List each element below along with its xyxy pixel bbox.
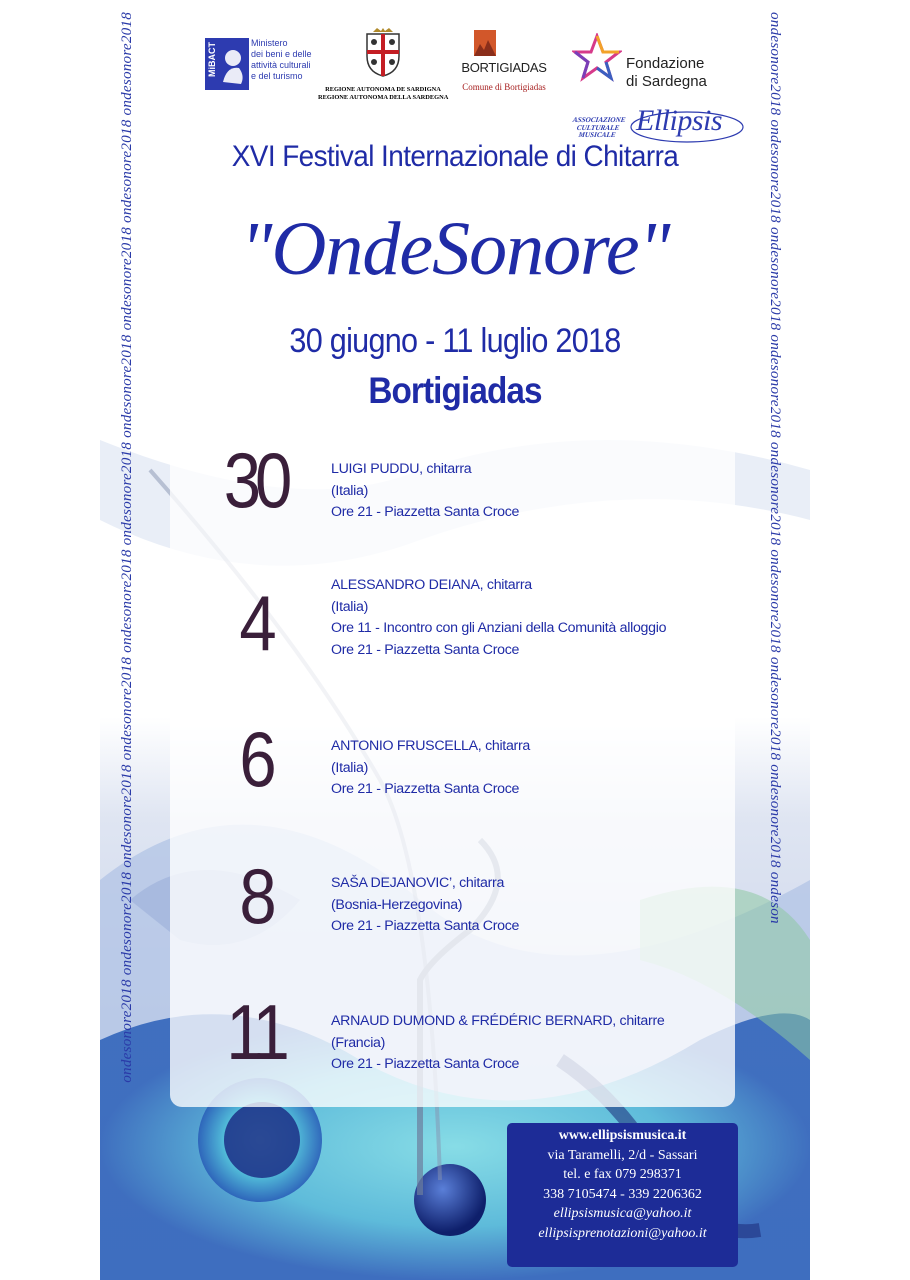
event-details — [331, 575, 711, 661]
festival-name: "OndeSonore" — [240, 207, 670, 291]
festival-title: XVI Festival Internazionale di Chitarra — [231, 140, 679, 173]
mibact-line: e del turismo — [251, 71, 303, 81]
event-day: 11 — [226, 988, 284, 1076]
event-line: Ore 21 - Piazzetta Santa Croce — [331, 1056, 520, 1073]
event-details — [331, 459, 711, 524]
website-link[interactable]: www.ellipsismusica.it — [558, 1128, 687, 1143]
ellipsis-pre-line: CULTURALE — [576, 123, 620, 132]
event-line: (Italia) — [331, 759, 369, 776]
address-text: via Taramelli, 2/d - Sassari — [547, 1147, 698, 1163]
festival-place: Bortigiadas — [368, 370, 542, 411]
ellipsis-pre-line: ASSOCIAZIONE — [572, 116, 627, 124]
contact-box — [507, 1123, 738, 1267]
mobile-numbers-text: 338 7105474 - 339 2206362 — [543, 1186, 702, 1202]
mibact-line: dei beni e delle — [251, 49, 312, 59]
event-line: LUIGI PUDDU, chitarra — [331, 461, 472, 477]
side-text-left-content: ondesonore2018 ondesonore2018 ondesonore2018 ondesonore2018 ondesonore2018 ondesonore2018 ondesonore2018 ondesonore2018 ondesonore2018 ondesonore2018 — [118, 12, 135, 1083]
event-day: 8 — [239, 852, 271, 940]
event-line: Ore 11 - Incontro con gli Anziani della Comunità alloggio — [331, 620, 667, 637]
ellipsis-pre-line: MUSICALE — [577, 131, 617, 139]
event-day: 30 — [223, 436, 287, 524]
side-text-right-content: ondesonore2018 ondesonore2018 ondesonore2018 ondesonore2018 ondesonore2018 ondesonore2018 ondesonore2018 ondesonore2018 ondeson — [767, 12, 784, 924]
regione-line: REGIONE AUTONOMA DE SARDIGNA — [325, 86, 441, 93]
event-line: ALESSANDRO DEIANA, chitarra — [331, 577, 532, 593]
event-line: Ore 21 - Piazzetta Santa Croce — [331, 641, 520, 658]
event-details — [331, 736, 711, 801]
event-line: (Bosnia-Herzegovina) — [331, 896, 463, 913]
bortigiadas-subtitle: Comune di Bortigiadas — [462, 82, 546, 92]
event-line: (Francia) — [331, 1034, 386, 1051]
ellipsis-logo-name: Ellipsis — [636, 104, 723, 137]
email-link[interactable]: ellipsismusica@yahoo.it — [553, 1206, 692, 1221]
event-details — [331, 1011, 711, 1076]
fondazione-line: Fondazione — [626, 55, 705, 72]
event-details — [331, 873, 711, 938]
mibact-line: Ministero — [251, 38, 288, 48]
event-day: 6 — [239, 715, 271, 803]
event-line: ANTONIO FRUSCELLA, chitarra — [331, 738, 530, 754]
mibact-abbr: MiBACT — [207, 42, 217, 77]
event-line: (Italia) — [331, 482, 369, 499]
regione-line: REGIONE AUTONOMA DELLA SARDEGNA — [318, 94, 449, 101]
festival-dates: 30 giugno - 11 luglio 2018 — [289, 322, 621, 360]
event-line: ARNAUD DUMOND & FRÉDÉRIC BERNARD, chitarre — [331, 1013, 665, 1029]
mibact-line: attività culturali — [251, 60, 311, 70]
event-line: Ore 21 - Piazzetta Santa Croce — [331, 504, 520, 521]
event-line: Ore 21 - Piazzetta Santa Croce — [331, 781, 520, 798]
phone-fax-text: tel. e fax 079 298371 — [563, 1167, 682, 1182]
event-line: (Italia) — [331, 598, 369, 615]
event-line: Ore 21 - Piazzetta Santa Croce — [331, 918, 520, 935]
bortigiadas-name: BORTIGIADAS — [461, 60, 547, 75]
event-day: 4 — [239, 579, 271, 667]
fondazione-line: di Sardegna — [626, 73, 707, 90]
event-line: SAŠA DEJANOVIC’, chitarra — [331, 875, 505, 891]
booking-email-link[interactable]: ellipsisprenotazioni@yahoo.it — [538, 1225, 707, 1241]
